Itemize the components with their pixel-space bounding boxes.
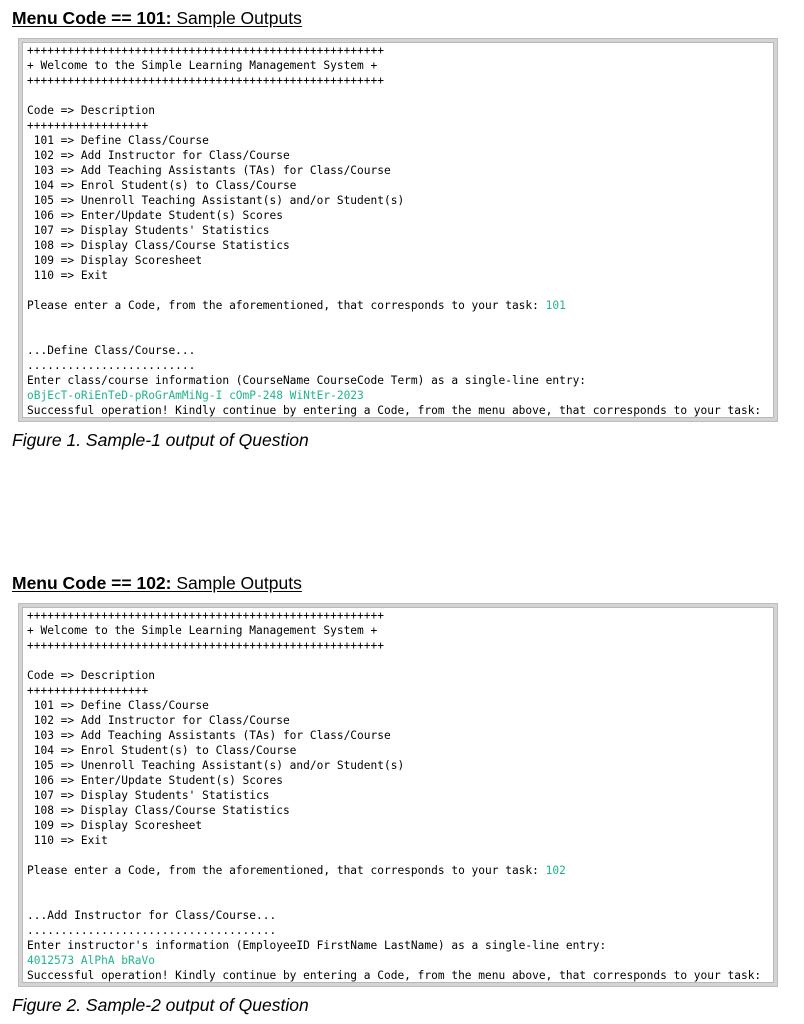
- console-line: 105 => Unenroll Teaching Assistant(s) and/or Student(s): [27, 194, 405, 207]
- console-line: 103 => Add Teaching Assistants (TAs) for Class/Course: [27, 729, 391, 742]
- console-line: .........................: [27, 359, 196, 372]
- sample1-heading-text: Sample Outputs: [171, 8, 302, 28]
- user-entry-value: 4012573 AlPhA bRaVo: [27, 954, 155, 967]
- console-line: ...Add Instructor for Class/Course...: [27, 909, 277, 922]
- console-line: [27, 893, 773, 908]
- console-line: 106 => Enter/Update Student(s) Scores: [27, 774, 283, 787]
- console-line: [27, 88, 773, 103]
- console-line: [27, 653, 773, 668]
- console-line: +++++++++++++++++++++++++++++++++++++++++++++++++++++: [27, 74, 384, 87]
- sample2-heading: [12, 573, 302, 594]
- console-line: 101 => Define Class/Course: [27, 134, 209, 147]
- console-line: 101 => Define Class/Course: [27, 699, 209, 712]
- console-line: 102 => Add Instructor for Class/Course: [27, 149, 290, 162]
- console-line: [27, 848, 773, 863]
- console-line: 110 => Exit: [27, 834, 108, 847]
- console-line: ++++++++++++++++++: [27, 119, 149, 132]
- sample2-figure-caption: Figure 2. Sample-2 output of Question: [12, 995, 309, 1015]
- console-line: Enter instructor's information (EmployeeID FirstName LastName) as a single-line entry:: [27, 939, 607, 952]
- console-line: 107 => Display Students' Statistics: [27, 224, 270, 237]
- code-input-value: 102: [545, 864, 566, 877]
- console-line: 102 => Add Instructor for Class/Course: [27, 714, 290, 727]
- sample2-heading-text: Sample Outputs: [171, 573, 302, 593]
- console-line: 104 => Enrol Student(s) to Class/Course: [27, 744, 297, 757]
- console-line: Successful operation! Kindly continue by entering a Code, from the menu above, that corresponds to your task:: [27, 969, 762, 982]
- console-line: 109 => Display Scoresheet: [27, 254, 203, 267]
- console-line: [27, 283, 773, 298]
- console-line: Successful operation! Kindly continue by entering a Code, from the menu above, that corresponds to your task:: [27, 404, 762, 417]
- console-line: [27, 878, 773, 893]
- console-prompt: Please enter a Code, from the aforementioned, that corresponds to your task:: [27, 299, 546, 312]
- console-line: Code => Description: [27, 669, 155, 682]
- console-line: 106 => Enter/Update Student(s) Scores: [27, 209, 283, 222]
- sample1-console-output: [22, 42, 774, 418]
- console-line: Code => Description: [27, 104, 155, 117]
- console-prompt-line: [27, 863, 773, 878]
- sample2-console-output: [22, 607, 774, 983]
- console-line: +++++++++++++++++++++++++++++++++++++++++++++++++++++: [27, 609, 384, 622]
- console-line: + Welcome to the Simple Learning Management System +: [27, 59, 378, 72]
- console-line: ...Define Class/Course...: [27, 344, 196, 357]
- console-line: 108 => Display Class/Course Statistics: [27, 804, 290, 817]
- console-line: [27, 313, 773, 328]
- console-line: 104 => Enrol Student(s) to Class/Course: [27, 179, 297, 192]
- console-line: 103 => Add Teaching Assistants (TAs) for Class/Course: [27, 164, 391, 177]
- console-line: ++++++++++++++++++: [27, 684, 149, 697]
- sample1-figure-caption: Figure 1. Sample-1 output of Question: [12, 430, 309, 450]
- console-prompt: Please enter a Code, from the aforementioned, that corresponds to your task:: [27, 864, 546, 877]
- console-line: +++++++++++++++++++++++++++++++++++++++++++++++++++++: [27, 639, 384, 652]
- console-line: Enter class/course information (CourseName CourseCode Term) as a single-line entry:: [27, 374, 587, 387]
- user-entry-value: oBjEcT-oRiEnTeD-pRoGrAmMiNg-I cOmP-248 WiNtEr-2023: [27, 389, 364, 402]
- sample2-heading-code: Menu Code == 102:: [12, 573, 172, 593]
- sample1-heading-code: Menu Code == 101:: [12, 8, 172, 28]
- sample1-heading: [12, 8, 302, 29]
- console-line: 108 => Display Class/Course Statistics: [27, 239, 290, 252]
- console-line: +++++++++++++++++++++++++++++++++++++++++++++++++++++: [27, 44, 384, 57]
- console-line: 110 => Exit: [27, 269, 108, 282]
- console-line: 107 => Display Students' Statistics: [27, 789, 270, 802]
- console-line: 109 => Display Scoresheet: [27, 819, 203, 832]
- code-input-value: 101: [545, 299, 566, 312]
- console-prompt-line: [27, 298, 773, 313]
- console-line: [27, 328, 773, 343]
- console-line: + Welcome to the Simple Learning Management System +: [27, 624, 378, 637]
- console-line: .....................................: [27, 924, 277, 937]
- console-line: 105 => Unenroll Teaching Assistant(s) and/or Student(s): [27, 759, 405, 772]
